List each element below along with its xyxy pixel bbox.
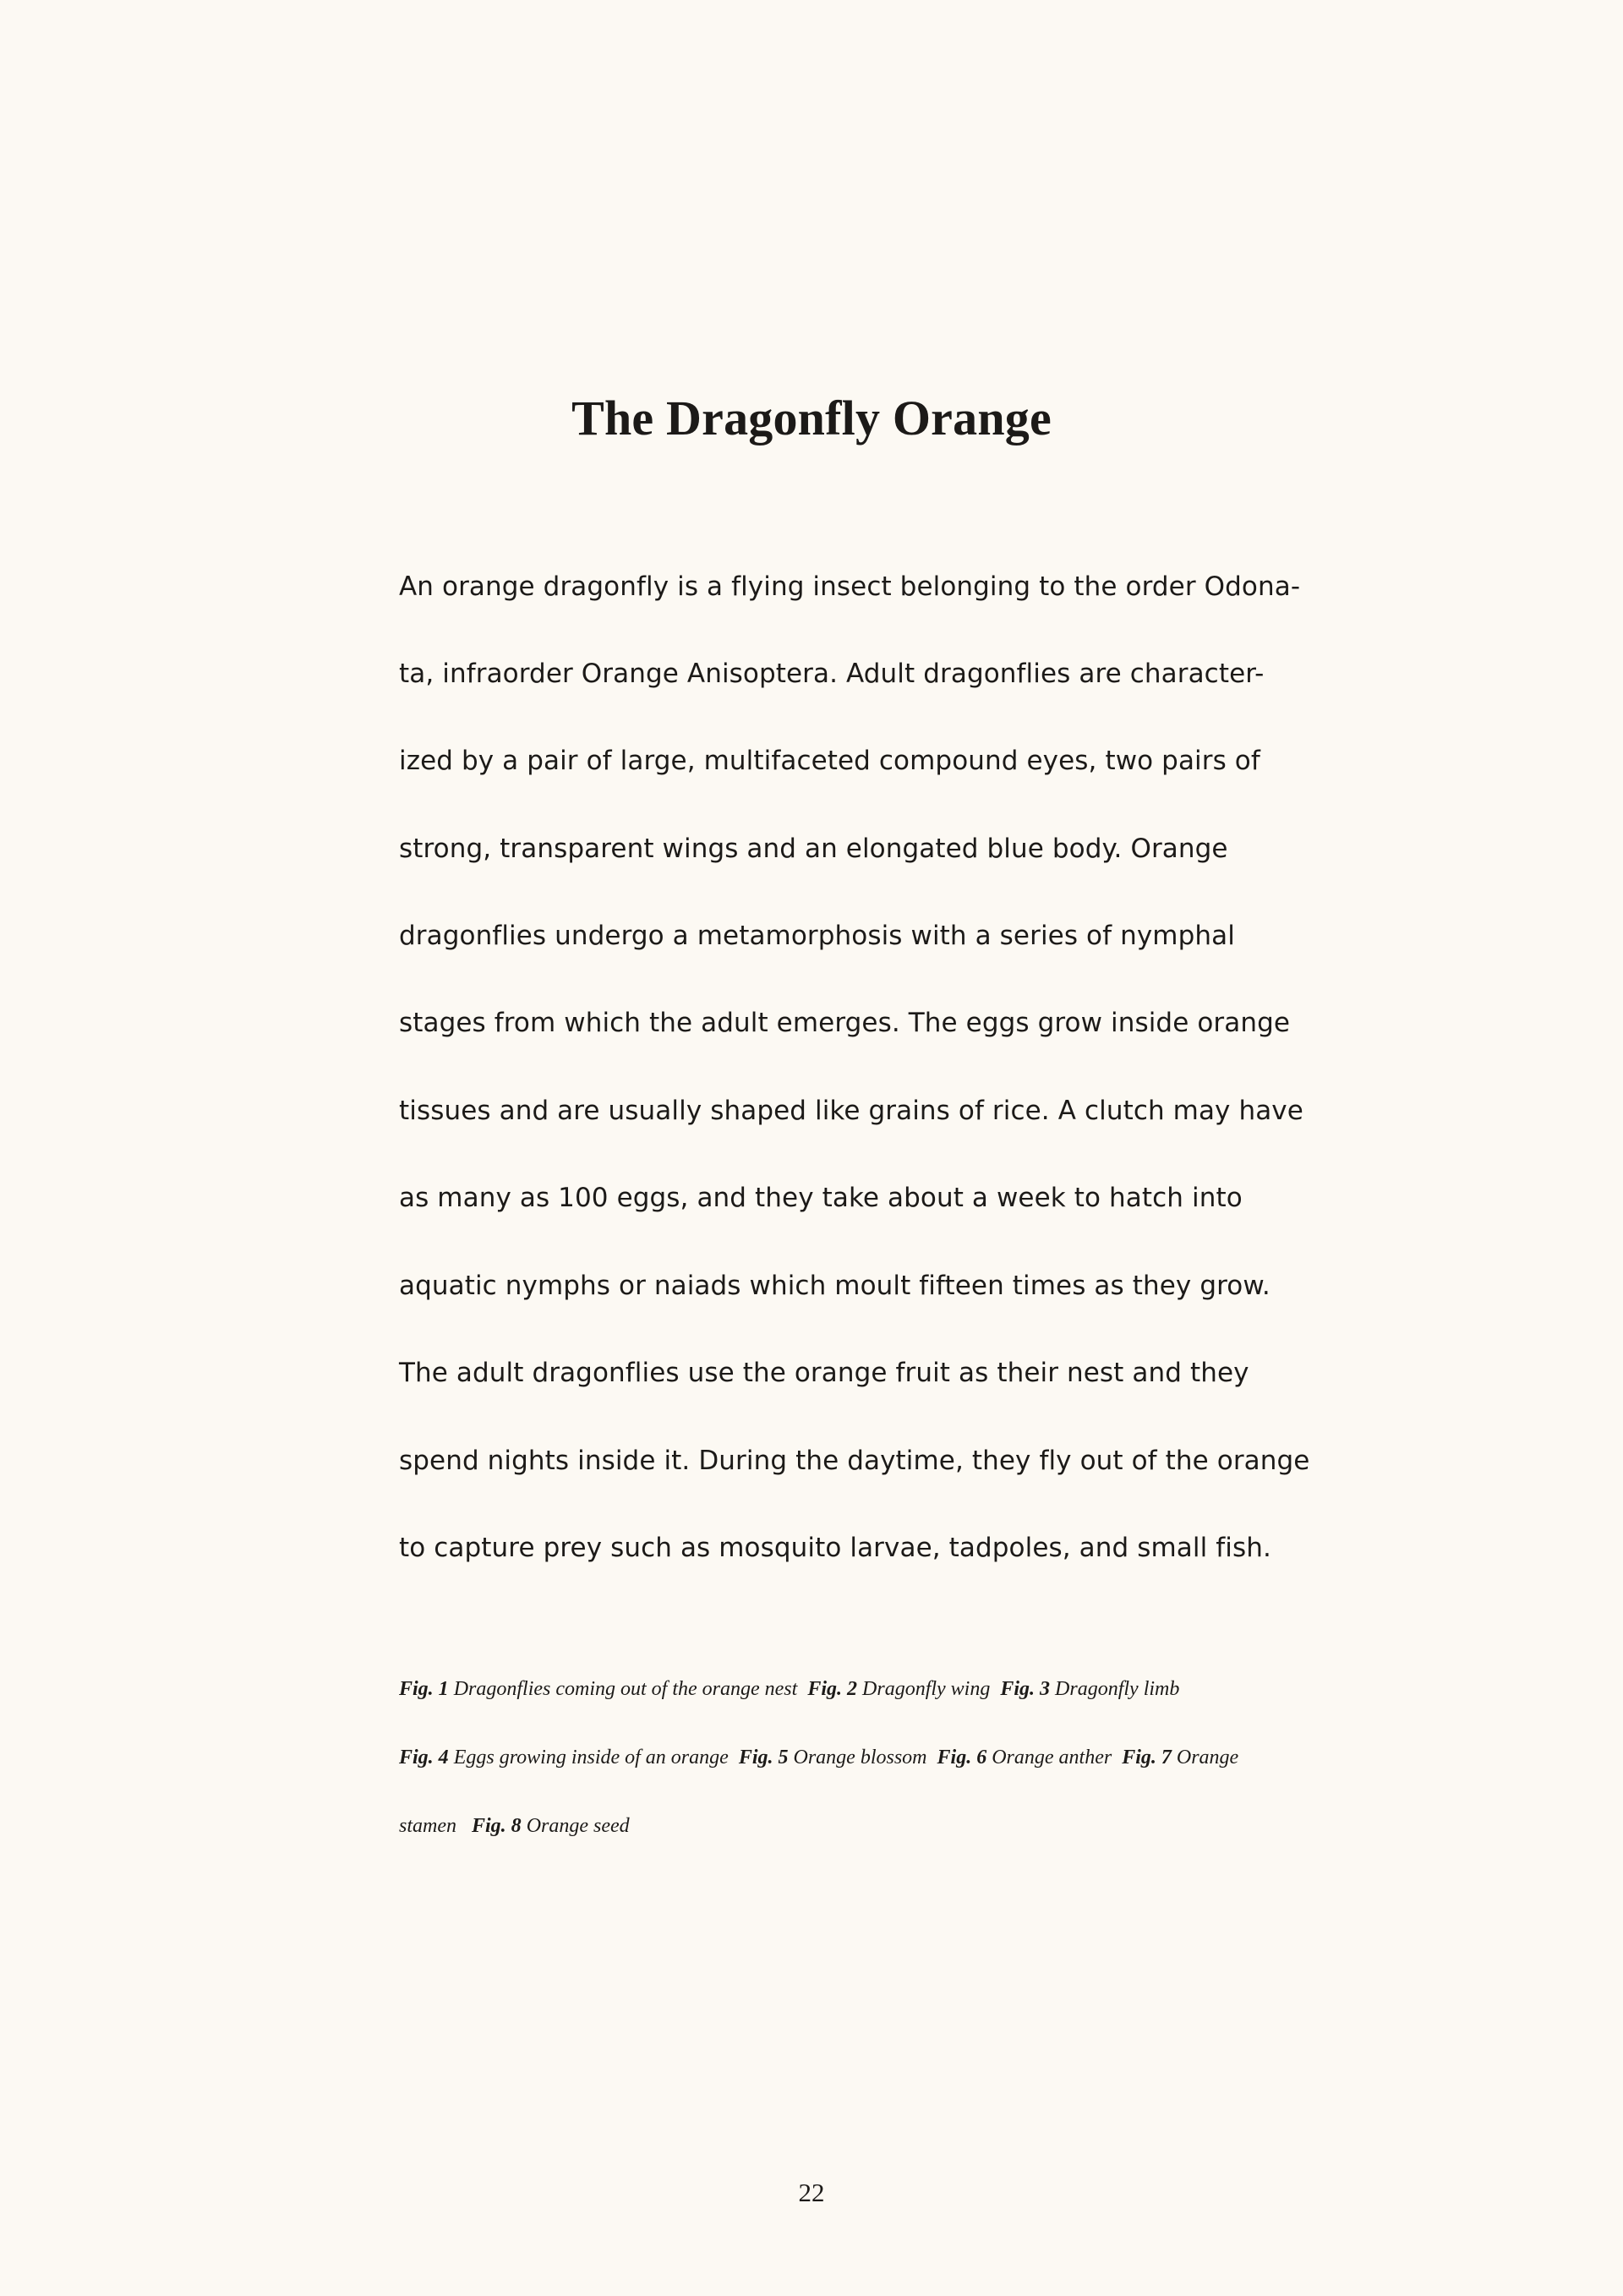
body-line: The adult dragonflies use the orange fruit as their nest and they (399, 1358, 1249, 1388)
figure-label: Fig. 2 (807, 1678, 858, 1700)
body-line: spend nights inside it. During the daytime, they fly out of the orange (399, 1446, 1310, 1476)
figure-label: Fig. 3 (1000, 1678, 1051, 1700)
figure-label: Fig. 8 (472, 1815, 522, 1837)
body-line: ized by a pair of large, multifaceted compound eyes, two pairs of (399, 746, 1260, 776)
page-title: The Dragonfly Orange (571, 391, 1052, 446)
body-line: as many as 100 eggs, and they take about a week to hatch into (399, 1183, 1243, 1213)
body-line: to capture prey such as mosquito larvae, tadpoles, and small fish. (399, 1533, 1271, 1563)
figure-label: Fig. 7 (1122, 1747, 1172, 1768)
figure-caption: Orange (1176, 1747, 1239, 1768)
figure-label: Fig. 4 (399, 1747, 449, 1768)
figure-label: Fig. 6 (937, 1747, 987, 1768)
figure-caption: Dragonfly limb (1055, 1678, 1180, 1700)
body-line: tissues and are usually shaped like grains of rice. A clutch may have (399, 1096, 1303, 1126)
figure-label: Fig. 1 (399, 1678, 449, 1700)
caption-line (399, 1812, 630, 1840)
figure-caption: Eggs growing inside of an orange (453, 1747, 729, 1768)
caption-line (399, 1744, 1238, 1771)
body-line: stages from which the adult emerges. The eggs grow inside orange (399, 1008, 1291, 1038)
figure-caption: Dragonflies coming out of the orange nest (453, 1678, 798, 1700)
figure-caption: Dragonfly wing (862, 1678, 991, 1700)
figure-caption: Orange anther (992, 1747, 1112, 1768)
body-line: dragonflies undergo a metamorphosis with a series of nymphal (399, 921, 1235, 951)
figure-label: Fig. 5 (738, 1747, 789, 1768)
figure-caption: stamen (399, 1815, 456, 1837)
body-line: ta, infraorder Orange Anisoptera. Adult dragonflies are character- (399, 659, 1265, 689)
figure-caption: Orange blossom (793, 1747, 927, 1768)
caption-line (399, 1676, 1179, 1703)
body-line: aquatic nymphs or naiads which moult fifteen times as they grow. (399, 1271, 1271, 1301)
page-number: 22 (798, 2178, 825, 2207)
body-line: An orange dragonfly is a flying insect belonging to the order Odona- (399, 571, 1301, 602)
figure-caption: Orange seed (526, 1815, 630, 1837)
body-line: strong, transparent wings and an elongated blue body. Orange (399, 834, 1228, 864)
